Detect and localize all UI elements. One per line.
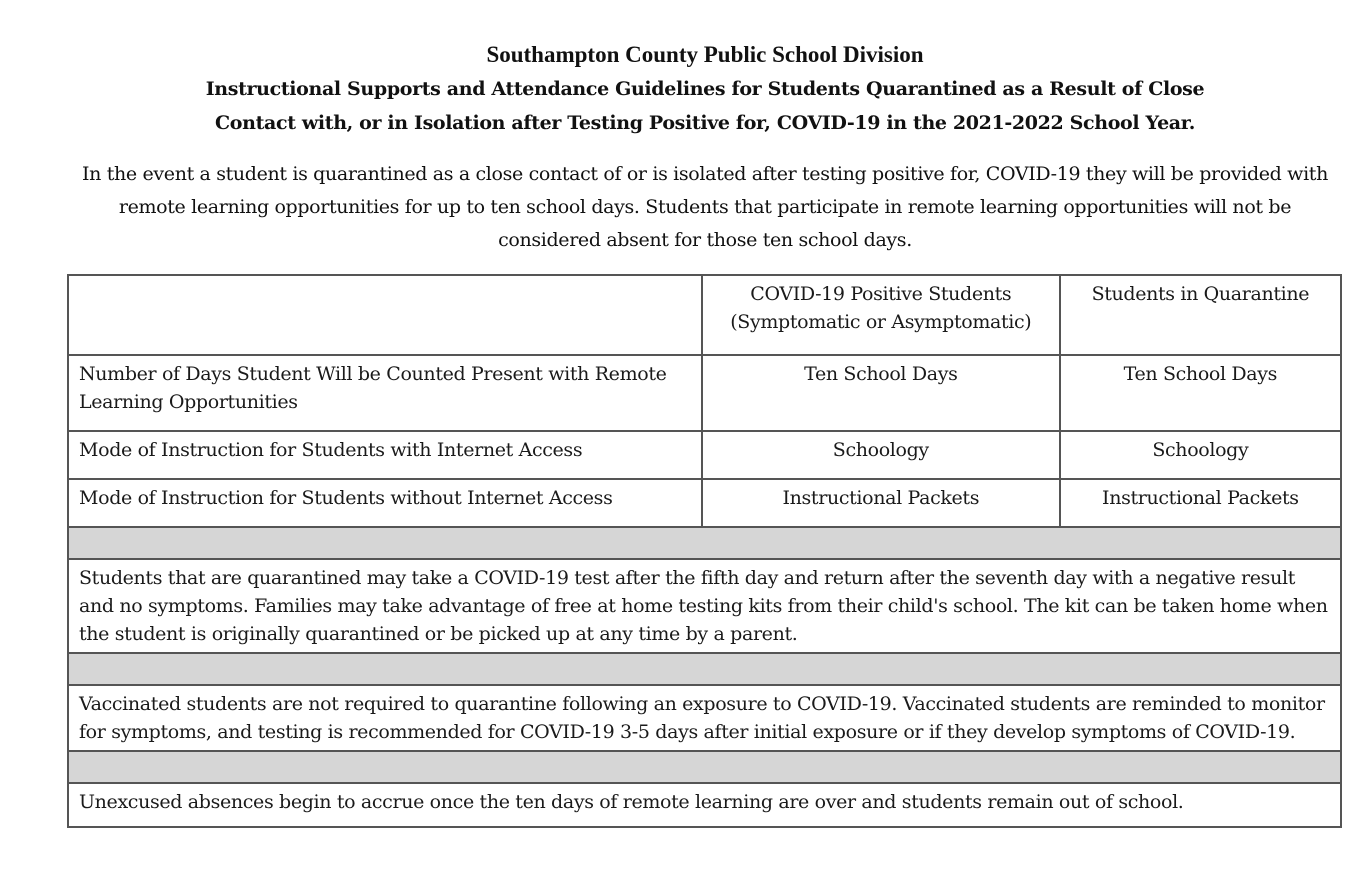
spacer-row — [68, 751, 1341, 783]
cell-positive-days: Ten School Days — [702, 355, 1060, 431]
note-unexcused-absences: Unexcused absences begin to accrue once the ten days of remote learning are over and students remain out of school. — [68, 783, 1341, 827]
note-vaccinated-students: Vaccinated students are not required to quarantine following an exposure to COVID-19. Vaccinated students are reminded to monitor for symptoms, and testing is recommended for COVID-19 3-5 days after initial exposure or if they develop symptoms of COVID-19. — [68, 685, 1341, 751]
row-label-internet-access: Mode of Instruction for Students with Internet Access — [68, 431, 702, 479]
table-row — [68, 431, 1341, 479]
table-header-row — [68, 275, 1341, 355]
intro-paragraph: In the event a student is quarantined as a close contact of or is isolated after testing positive for, COVID-19 they will be provided with remote learning opportunities for up to ten school days. Students that participate in remote learning opportunities will not be considered absent for those ten school days. — [82, 163, 1328, 251]
note-testing-return: Students that are quarantined may take a COVID-19 test after the fifth day and return after the seventh day with a negative result and no symptoms. Families may take advantage of free at home testing kits from their child's school. The kit can be taken home when the student is originally quarantined or be picked up at any time by a parent. — [68, 559, 1341, 653]
note-row — [68, 783, 1341, 827]
cell-quarantine-days: Ten School Days — [1060, 355, 1341, 431]
cell-positive-no-internet: Instructional Packets — [702, 479, 1060, 527]
header-cell-empty — [68, 275, 702, 355]
row-label-no-internet-access: Mode of Instruction for Students without Internet Access — [68, 479, 702, 527]
cell-positive-internet: Schoology — [702, 431, 1060, 479]
cell-quarantine-no-internet: Instructional Packets — [1060, 479, 1341, 527]
guidelines-table — [67, 274, 1342, 828]
note-row — [68, 559, 1341, 653]
row-label-days-present: Number of Days Student Will be Counted Present with Remote Learning Opportunities — [68, 355, 702, 431]
spacer-cell — [68, 653, 1341, 685]
table-row — [68, 479, 1341, 527]
spacer-cell — [68, 527, 1341, 559]
header-cell-positive-students: COVID-19 Positive Students (Symptomatic or Asymptomatic) — [702, 275, 1060, 355]
spacer-row — [68, 653, 1341, 685]
document-subtitle-line-2: Contact with, or in Isolation after Testing Positive for, COVID-19 in the 2021-2022 School Year. — [215, 112, 1195, 134]
note-row — [68, 685, 1341, 751]
cell-quarantine-internet: Schoology — [1060, 431, 1341, 479]
document-subtitle-line-1: Instructional Supports and Attendance Guidelines for Students Quarantined as a Result of Close — [205, 78, 1205, 100]
document-title: Southampton County Public School Division — [486, 42, 924, 67]
document-header — [0, 38, 1360, 140]
spacer-row — [68, 527, 1341, 559]
header-cell-students-in-quarantine: Students in Quarantine — [1060, 275, 1341, 355]
spacer-cell — [68, 751, 1341, 783]
table-row — [68, 355, 1341, 431]
